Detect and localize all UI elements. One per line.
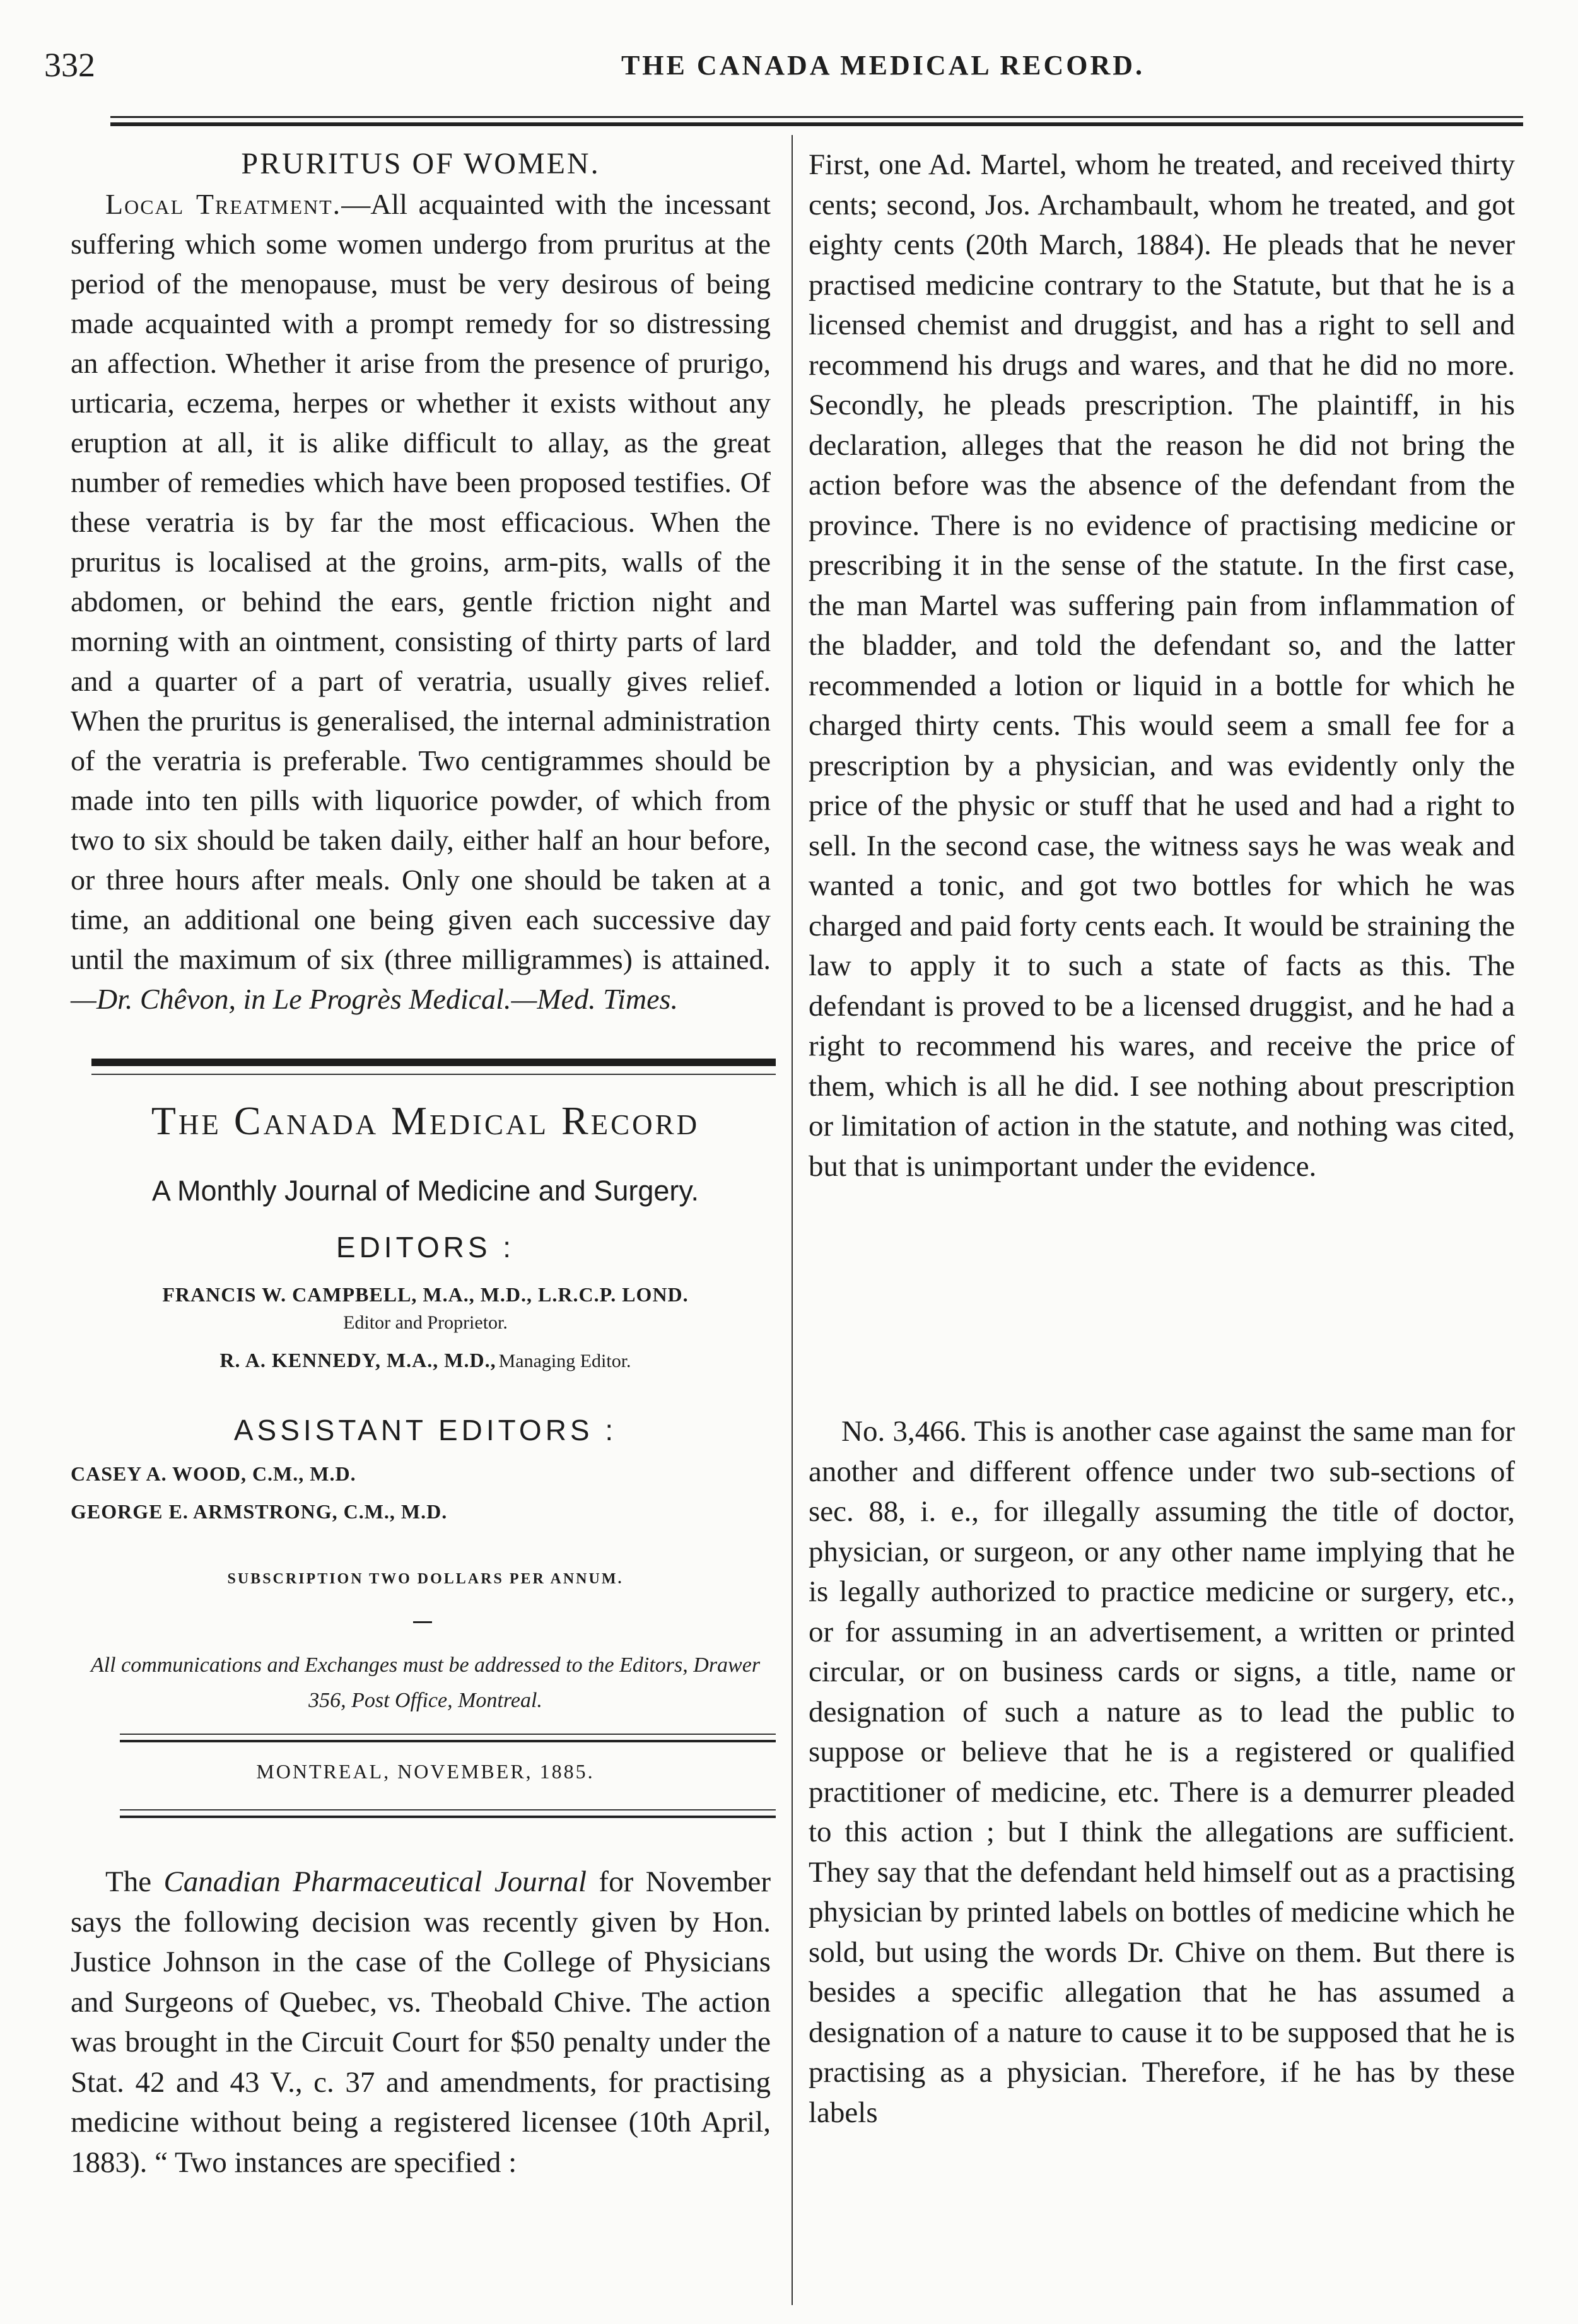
article-text: —All acquainted with the incessant suffering which some women undergo from pruritus at the period of the menopause, must be very desirous of being made acquainted with a prompt remedy for so distressing an affection. Whether it arise from the presence of prurigo, urticaria, eczema, herpes or whether it exists without any eruption at all, it is alike difficult to allay, as the great number of remedies which have been proposed testifies. Of these veratria is by far the most efficacious. When the pruritus is localised at the groins, arm-pits, walls of the abdomen, or behind the ears, gentle friction night and morning with an ointment, consisting of thirty parts of lard and a quarter of a part of veratria, usually gives relief. When the pruritus is generalised, the internal administration of the veratria is preferable. Two centigrammes should be made into ten pills with liquorice powder, of which from two to six should be taken daily, either half an hour before, or three hours after meals. Only one should be taken at a time, an additional one being given each successive day until the maximum of six (three milligrammes) is attained. <box>71 188 771 975</box>
editor-role-2: Managing Editor. <box>498 1351 631 1371</box>
date-rule-bottom-thick <box>120 1816 776 1818</box>
editor-role-1: Editor and Proprietor. <box>343 1312 508 1333</box>
date-rule-top-thin <box>120 1734 776 1735</box>
subscription-notice: SUBSCRIPTION TWO DOLLARS PER ANNUM. <box>227 1571 624 1587</box>
running-title: THE CANADA MEDICAL RECORD. <box>621 50 1145 81</box>
header-rule-thick <box>110 122 1523 126</box>
journal-name: Canadian Pharmaceutical Journal <box>163 1865 587 1898</box>
intro-pre: The <box>105 1865 164 1898</box>
assistant-editor-2: GEORGE E. ARMSTRONG, C.M., M.D. <box>71 1500 448 1523</box>
masthead-rule-thin <box>91 1074 776 1075</box>
assistant-editor-1: CASEY A. WOOD, C.M., M.D. <box>71 1462 356 1485</box>
column-divider <box>792 135 793 2305</box>
issue-date: MONTREAL, NOVEMBER, 1885. <box>256 1760 595 1783</box>
article-lead: Local Treatment. <box>105 188 342 220</box>
date-rule-top-thick <box>120 1740 776 1742</box>
article-body <box>71 184 771 1019</box>
address-notice: All communications and Exchanges must be addressed to the Editors, Drawer 356, Post Office, Montreal. <box>90 1653 761 1712</box>
masthead-rule-thick <box>91 1059 776 1066</box>
header-rule-thin <box>110 116 1523 118</box>
assistant-editors-heading: ASSISTANT EDITORS : <box>233 1414 617 1447</box>
journal-subtitle: A Monthly Journal of Medicine and Surgery. <box>151 1175 699 1207</box>
intro-text: for November says the following decision was recently given by Hon. Justice Johnson in the case of the College of Physicians and Surgeons of Quebec, vs. Theobald Chive. The action was brought in the Circuit Court for $50 penalty under the Stat. 42 and 43 V., c. 37 and amendments, for practising medicine without being a registered licensee (10th April, 1883). “ Two instances are specified : <box>71 1865 771 2179</box>
article-source: —Dr. Chêvon, in Le Progrès Medical.—Med. Times. <box>71 983 678 1015</box>
article-title: PRURITUS OF WOMEN. <box>241 147 600 180</box>
second-case-text: No. 3,466. This is another case against the same man for another and different offence under two sub-sections of sec. 88, i. e., for illegally assuming the title of doctor, physician, or surgeon, or any other name implying that he is legally authorized to practice medicine or surgery, etc., or for assuming in an advertisement, a written or printed circular, or on business cards or signs, a title, name or designation of such a nature as to lead the public to suppose or believe that he is a registered or qualified practitioner of medicine, etc. There is a demurrer pleaded to this action ; but I think the allegations are sufficient. They say that the defendant held himself out as a practising physician by printed labels on bottles of medicine which he sold, but using the words Dr. Chive on them. But there is besides a specific allegation that he has assumed a designation of a nature to cause it to be supposed that he is practising as a physician. Therefore, if he has by these labels <box>809 1415 1515 2129</box>
page-number: 332 <box>44 46 95 84</box>
masthead-dash <box>413 1621 432 1623</box>
editor-name-1: FRANCIS W. CAMPBELL, M.A., M.D., L.R.C.P. LOND. <box>162 1283 689 1306</box>
editors-heading: EDITORS : <box>336 1231 515 1264</box>
editor-line-2 <box>71 1349 780 1372</box>
editor-name-2: R. A. KENNEDY, M.A., M.D., <box>219 1349 496 1371</box>
editorial-intro <box>71 1862 771 2183</box>
journal-title: The Canada Medical Record <box>151 1098 700 1143</box>
decision-text: First, one Ad. Martel, whom he treated, and received thirty cents; second, Jos. Archambault, whom he treated, and got eighty cents (20th March, 1884). He pleads that he never practised medicine contrary to the Statute, but that he is a licensed chemist and druggist, and has a right to sell and recommend his drugs and wares, and that he did no more. Secondly, he pleads prescription. The plaintiff, in his declaration, alleges that the reason he did not bring the action before was the absence of the defendant from the province. There is no evidence of practising medicine or prescribing it in the sense of the statute. In the first case, the man Martel was suffering pain from inflammation of the bladder, and told the defendant so, and the latter recommended a lotion or liquid in a bottle for which he charged thirty cents. This would seem a small fee for a prescription by a physician, and was evidently only the price of the physic or stuff that he used and had a right to sell. In the second case, the witness says he was weak and wanted a tonic, and got two bottles for which he was charged and paid forty cents each. It would be straining the law to apply it to such a state of facts as this. The defendant is proved to be a licensed druggist, and he had a right to recommend his wares, and receive the price of them, which is all he did. I see nothing about prescription or limitation of action in the statute, and nothing was cited, but that is unimportant under the evidence. <box>809 148 1515 1183</box>
date-rule-bottom-thin <box>120 1809 776 1810</box>
